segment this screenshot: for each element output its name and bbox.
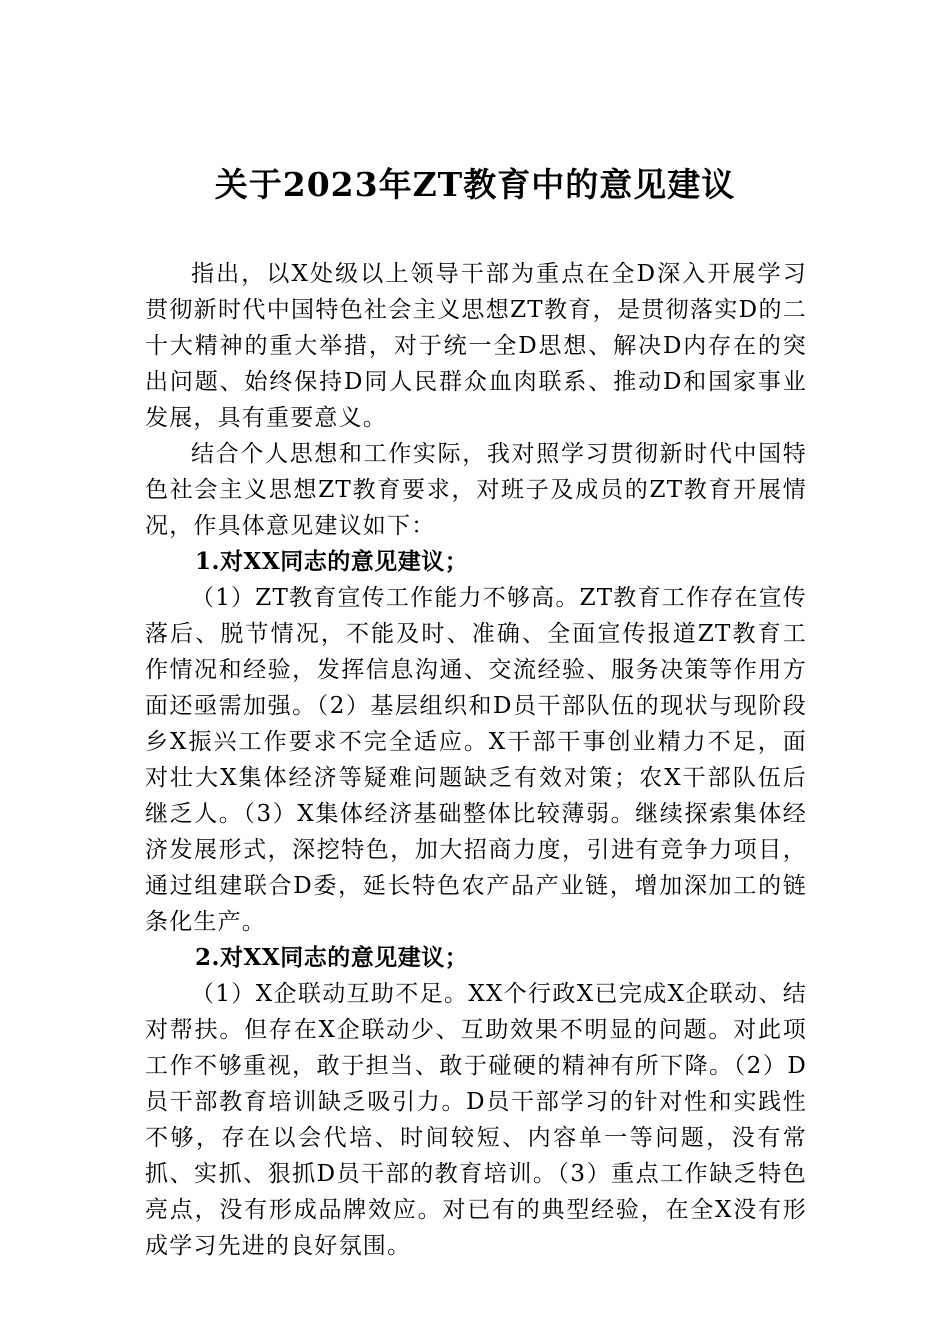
- section-content: （1）ZT教育宣传工作能力不够高。ZT教育工作存在宣传落后、脱节情况，不能及时、准确、全面宣传报道ZT教育工作情况和经验，发挥信息沟通、交流经验、服务决策等作用方面还亟需加强。（2）基层组织和D员干部队伍的现状与现阶段乡X振兴工作要求不完全适应。X干部干事创业精力不足，面对壮大X集体经济等疑难问题缺乏有效对策；农X干部队伍后继乏人。（3）X集体经济基础整体比较薄弱。继续探索集体经济发展形式，深挖特色，加大招商力度，引进有竞争力项目，通过组建联合D委，延长特色农产品产业链，增加深加工的链条化生产。: [145, 585, 807, 935]
- document-title: 关于2023年ZT教育中的意见建议: [214, 165, 736, 204]
- section-heading: 1.对XX同志的意见建议；: [195, 548, 469, 575]
- section-heading: 2.对XX同志的意见建议；: [195, 944, 469, 971]
- section-content: （1）X企联动互助不足。XX个行政X已完成X企联动、结对帮扶。但存在X企联动少、互助效果不明显的问题。对此项工作不够重视，敢于担当、敢于碰硬的精神有所下降。（2）D员干部教育培训缺乏吸引力。D员干部学习的针对性和实践性不够，存在以会代培、时间较短、内容单一等问题，没有常抓、实抓、狠抓D员干部的教育培训。（3）重点工作缺乏特色亮点，没有形成品牌效应。对已有的典型经验，在全X没有形成学习先进的良好氛围。: [145, 981, 807, 1259]
- intro-paragraph: 指出，以X处级以上领导干部为重点在全D深入开展学习贯彻新时代中国特色社会主义思想ZT教育，是贯彻落实D的二十大精神的重大举措，对于统一全D思想、解决D内存在的突出问题、始终保持D同人民群众血肉联系、推动D和国家事业发展，具有重要意义。: [145, 261, 807, 431]
- intro-paragraph: 结合个人思想和工作实际，我对照学习贯彻新时代中国特色社会主义思想ZT教育要求，对班子及成员的ZT教育开展情况，作具体意见建议如下：: [145, 441, 807, 539]
- document-body: [145, 256, 807, 1264]
